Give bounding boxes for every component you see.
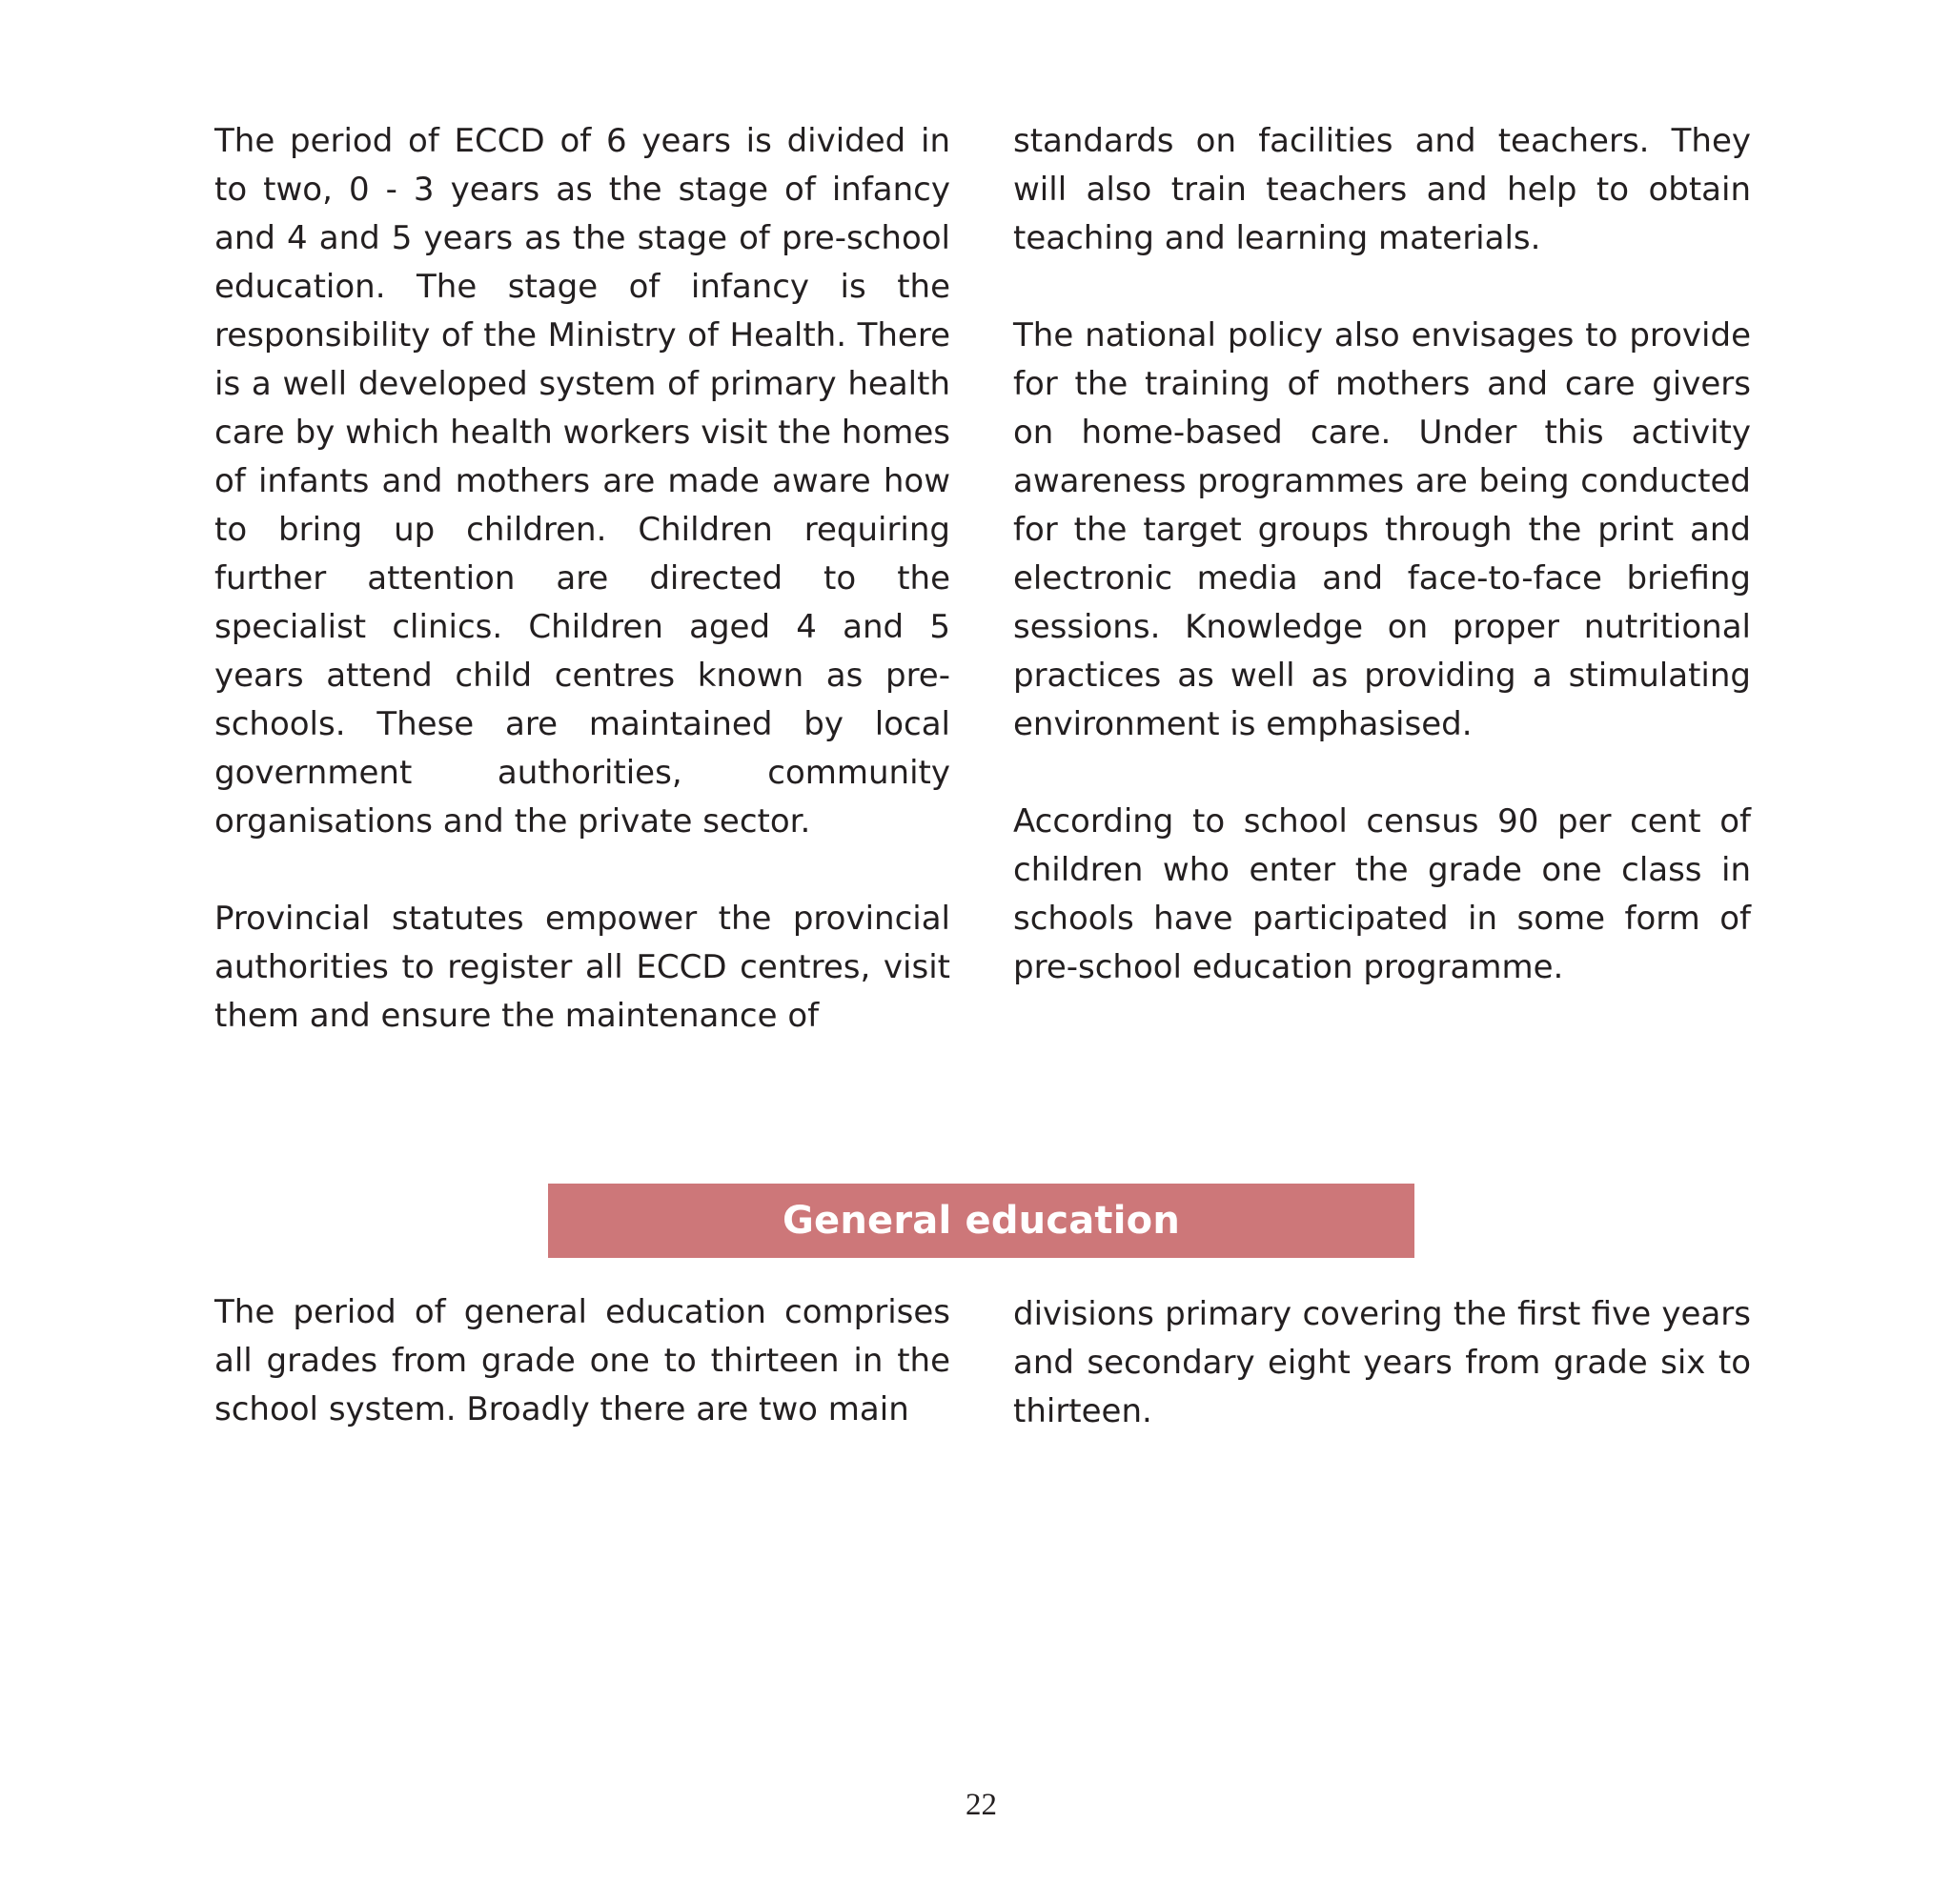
general-education-right-column <box>1013 1290 1751 1436</box>
general-education-banner <box>548 1184 1414 1258</box>
eccd-paragraph-provincial-statutes: Provincial statutes empower the provincial authorities to register all ECCD centres, visit them and ensure the maintenance of <box>214 900 950 1035</box>
general-education-paragraph-divisions: divisions primary covering the first five years and secondary eight years from grade six to thirteen. <box>1013 1295 1751 1430</box>
eccd-paragraph-school-census: According to school census 90 per cent of children who enter the grade one class in schools have participated in some form of pre-school education programme. <box>1013 802 1751 986</box>
page-number: 22 <box>966 1788 997 1822</box>
eccd-left-column <box>214 117 950 1041</box>
section-heading-general-education: General education <box>782 1199 1181 1243</box>
general-education-left-column <box>214 1288 950 1434</box>
eccd-paragraph-stages: The period of ECCD of 6 years is divided in to two, 0 - 3 years as the stage of infancy and 4 and 5 years as the stage of pre-school education. The stage of infancy is the responsibility of the Ministry of Health. There is a well developed system of primary health care by which health workers visit the homes of infants and mothers are made aware how to bring up children. Children requiring further attention are directed to the specialist clinics. Children aged 4 and 5 years attend child centres known as pre-schools. These are maintained by local government authorities, community organisations and the private sector. <box>214 122 950 841</box>
general-education-paragraph-intro: The period of general education comprises all grades from grade one to thirteen in the school system. Broadly there are two main <box>214 1293 950 1428</box>
eccd-right-column <box>1013 117 1751 992</box>
eccd-paragraph-national-policy: The national policy also envisages to provide for the training of mothers and care givers on home-based care. Under this activity awareness programmes are being conducted for the target groups through the print and electronic media and face-to-face briefing sessions. Knowledge on proper nutritional practices as well as providing a stimulating environment is emphasised. <box>1013 316 1751 743</box>
eccd-paragraph-standards: standards on facilities and teachers. They will also train teachers and help to obtain teaching and learning materials. <box>1013 122 1751 257</box>
